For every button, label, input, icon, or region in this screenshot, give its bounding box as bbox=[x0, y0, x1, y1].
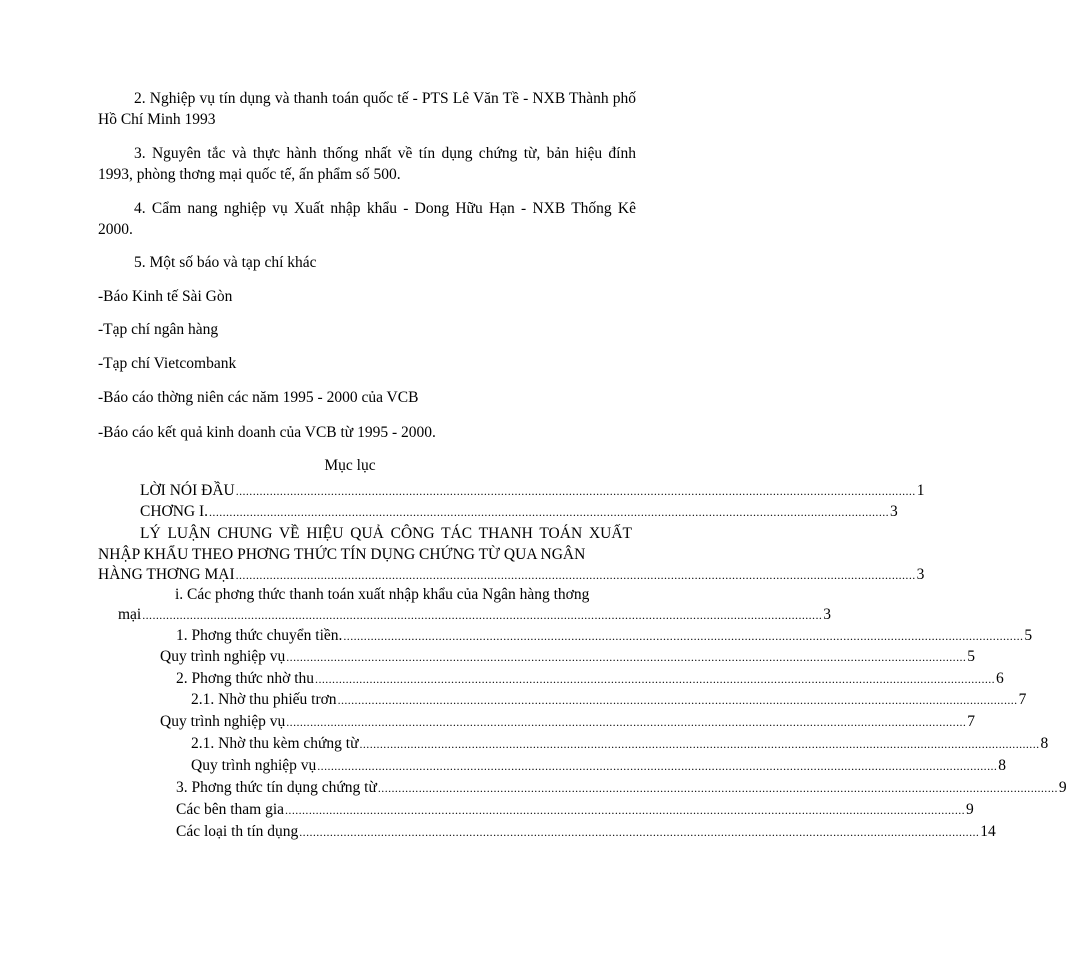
toc-entry-page: 5 bbox=[967, 648, 976, 665]
toc-leader-dots: ........................................................................................................................................................................................................ bbox=[285, 803, 966, 817]
toc-entry-page: 5 bbox=[1024, 627, 1033, 644]
toc-entry[interactable] bbox=[175, 584, 615, 605]
toc-entry-page: 8 bbox=[998, 757, 1007, 774]
toc-title: Mục lục bbox=[324, 457, 376, 474]
toc-leader-dots: ........................................................................................................................................................................................................ bbox=[359, 737, 1040, 751]
toc-entry-label: Các bên tham gia bbox=[176, 801, 285, 818]
toc-entry-label: 1. Phơng thức chuyển tiền. bbox=[176, 627, 343, 644]
toc-entry-label: i. Các phơng thức thanh toán xuất nhập khẩu của Ngân hàng thơng bbox=[175, 586, 590, 603]
toc-leader-dots: ........................................................................................................................................................................................................ bbox=[337, 693, 1018, 707]
toc-entry[interactable] bbox=[176, 799, 974, 820]
toc-entry-label: 2.1. Nhờ thu kèm chứng từ bbox=[191, 735, 359, 752]
toc-entry-page: 3 bbox=[916, 566, 925, 583]
toc-leader-dots: ........................................................................................................................................................................................................ bbox=[299, 825, 980, 839]
toc-entry[interactable] bbox=[98, 523, 632, 565]
toc-entry-page: 6 bbox=[996, 670, 1004, 687]
toc-entry-page: 3 bbox=[890, 503, 898, 520]
toc-entry-continuation[interactable] bbox=[118, 604, 831, 625]
toc-entry-page: 1 bbox=[916, 482, 925, 499]
toc-entry-label: 2. Phơng thức nhờ thu bbox=[176, 670, 315, 687]
toc-entry-page: 9 bbox=[1058, 779, 1067, 796]
source-item: -Báo cáo thờng niên các năm 1995 - 2000 của VCB bbox=[98, 389, 419, 406]
toc-entry-label: LÝ LUẬN CHUNG VỀ HIỆU QUẢ CÔNG TÁC THANH TOÁN XUẤT NHẬP KHẨU THEO PHƠNG THỨC TÍN DỤNG CHỨNG TỪ QUA NGÂN bbox=[98, 525, 632, 563]
reference-text: 5. Một số báo và tạp chí khác bbox=[134, 254, 317, 271]
toc-leader-dots: ........................................................................................................................................................................................................ bbox=[317, 759, 998, 773]
toc-leader-dots: ........................................................................................................................................................................................................ bbox=[343, 629, 1024, 643]
toc-entry-label: Quy trình nghiệp vụ bbox=[191, 757, 317, 774]
toc-entry-page: 8 bbox=[1040, 735, 1049, 752]
toc-entry[interactable] bbox=[191, 733, 1049, 754]
toc-entry[interactable] bbox=[176, 777, 1067, 798]
reference-text: 2. Nghiệp vụ tín dụng và thanh toán quốc tế - PTS Lê Văn Tề - NXB Thành phố Hồ Chí Minh 1993 bbox=[98, 90, 636, 128]
reference-item-2 bbox=[98, 88, 636, 130]
toc-entry[interactable] bbox=[191, 755, 1007, 776]
reference-text: 4. Cẩm nang nghiệp vụ Xuất nhập khẩu - Dong Hữu Hạn - NXB Thống Kê 2000. bbox=[98, 200, 636, 238]
toc-entry[interactable] bbox=[160, 711, 976, 732]
toc-entry[interactable] bbox=[160, 646, 976, 667]
toc-leader-dots: ........................................................................................................................................................................................................ bbox=[286, 650, 967, 664]
toc-entry-label: HÀNG THƠNG MẠI bbox=[98, 566, 235, 583]
toc-entry-label: 3. Phơng thức tín dụng chứng từ bbox=[176, 779, 377, 796]
toc-leader-dots: ........................................................................................................................................................................................................ bbox=[315, 672, 996, 686]
toc-entry-label: LỜI NÓI ĐẦU bbox=[140, 482, 235, 499]
toc-entry-page: 3 bbox=[823, 606, 831, 623]
reference-item-3 bbox=[98, 143, 636, 185]
toc-leader-dots: ........................................................................................................................................................................................................ bbox=[377, 781, 1058, 795]
toc-entry-label: Quy trình nghiệp vụ bbox=[160, 648, 286, 665]
toc-entry[interactable] bbox=[140, 501, 898, 522]
toc-entry-page: 9 bbox=[966, 801, 974, 818]
toc-entry[interactable] bbox=[191, 689, 1027, 710]
toc-leader-dots: ........................................................................................................................................................................................................ bbox=[209, 505, 890, 519]
toc-entry-page: 7 bbox=[1018, 691, 1027, 708]
toc-entry-label: Quy trình nghiệp vụ bbox=[160, 713, 286, 730]
toc-leader-dots: ........................................................................................................................................................................................................ bbox=[286, 715, 967, 729]
toc-entry-page: 7 bbox=[967, 713, 976, 730]
toc-leader-dots: ........................................................................................................................................................................................................ bbox=[235, 484, 916, 498]
toc-entry[interactable] bbox=[176, 668, 1004, 689]
toc-entry-label: Các loại th tín dụng bbox=[176, 823, 299, 840]
toc-entry-label: CHƠNG I. bbox=[140, 503, 209, 520]
toc-leader-dots: ........................................................................................................................................................................................................ bbox=[235, 568, 916, 582]
toc-entry-continuation[interactable] bbox=[98, 564, 925, 585]
toc-leader-dots: ........................................................................................................................................................................................................ bbox=[142, 608, 823, 622]
source-item: -Tạp chí ngân hàng bbox=[98, 321, 219, 338]
source-item: -Tạp chí Vietcombank bbox=[98, 355, 237, 372]
reference-item-5 bbox=[98, 252, 636, 273]
toc-entry[interactable] bbox=[140, 480, 925, 501]
toc-entry-label: 2.1. Nhờ thu phiếu trơn bbox=[191, 691, 337, 708]
toc-entry-label: mại bbox=[118, 606, 142, 623]
toc-entry[interactable] bbox=[176, 625, 1033, 646]
toc-entry[interactable] bbox=[176, 821, 996, 842]
reference-item-4 bbox=[98, 198, 636, 240]
toc-entry-page: 14 bbox=[980, 823, 996, 840]
reference-text: 3. Nguyên tắc và thực hành thống nhất về tín dụng chứng từ, bản hiệu đính 1993, phòng thơng mại quốc tế, ấn phẩm số 500. bbox=[98, 145, 636, 183]
source-item: -Báo cáo kết quả kinh doanh của VCB từ 1995 - 2000. bbox=[98, 424, 436, 441]
source-item: -Báo Kinh tế Sài Gòn bbox=[98, 288, 233, 305]
